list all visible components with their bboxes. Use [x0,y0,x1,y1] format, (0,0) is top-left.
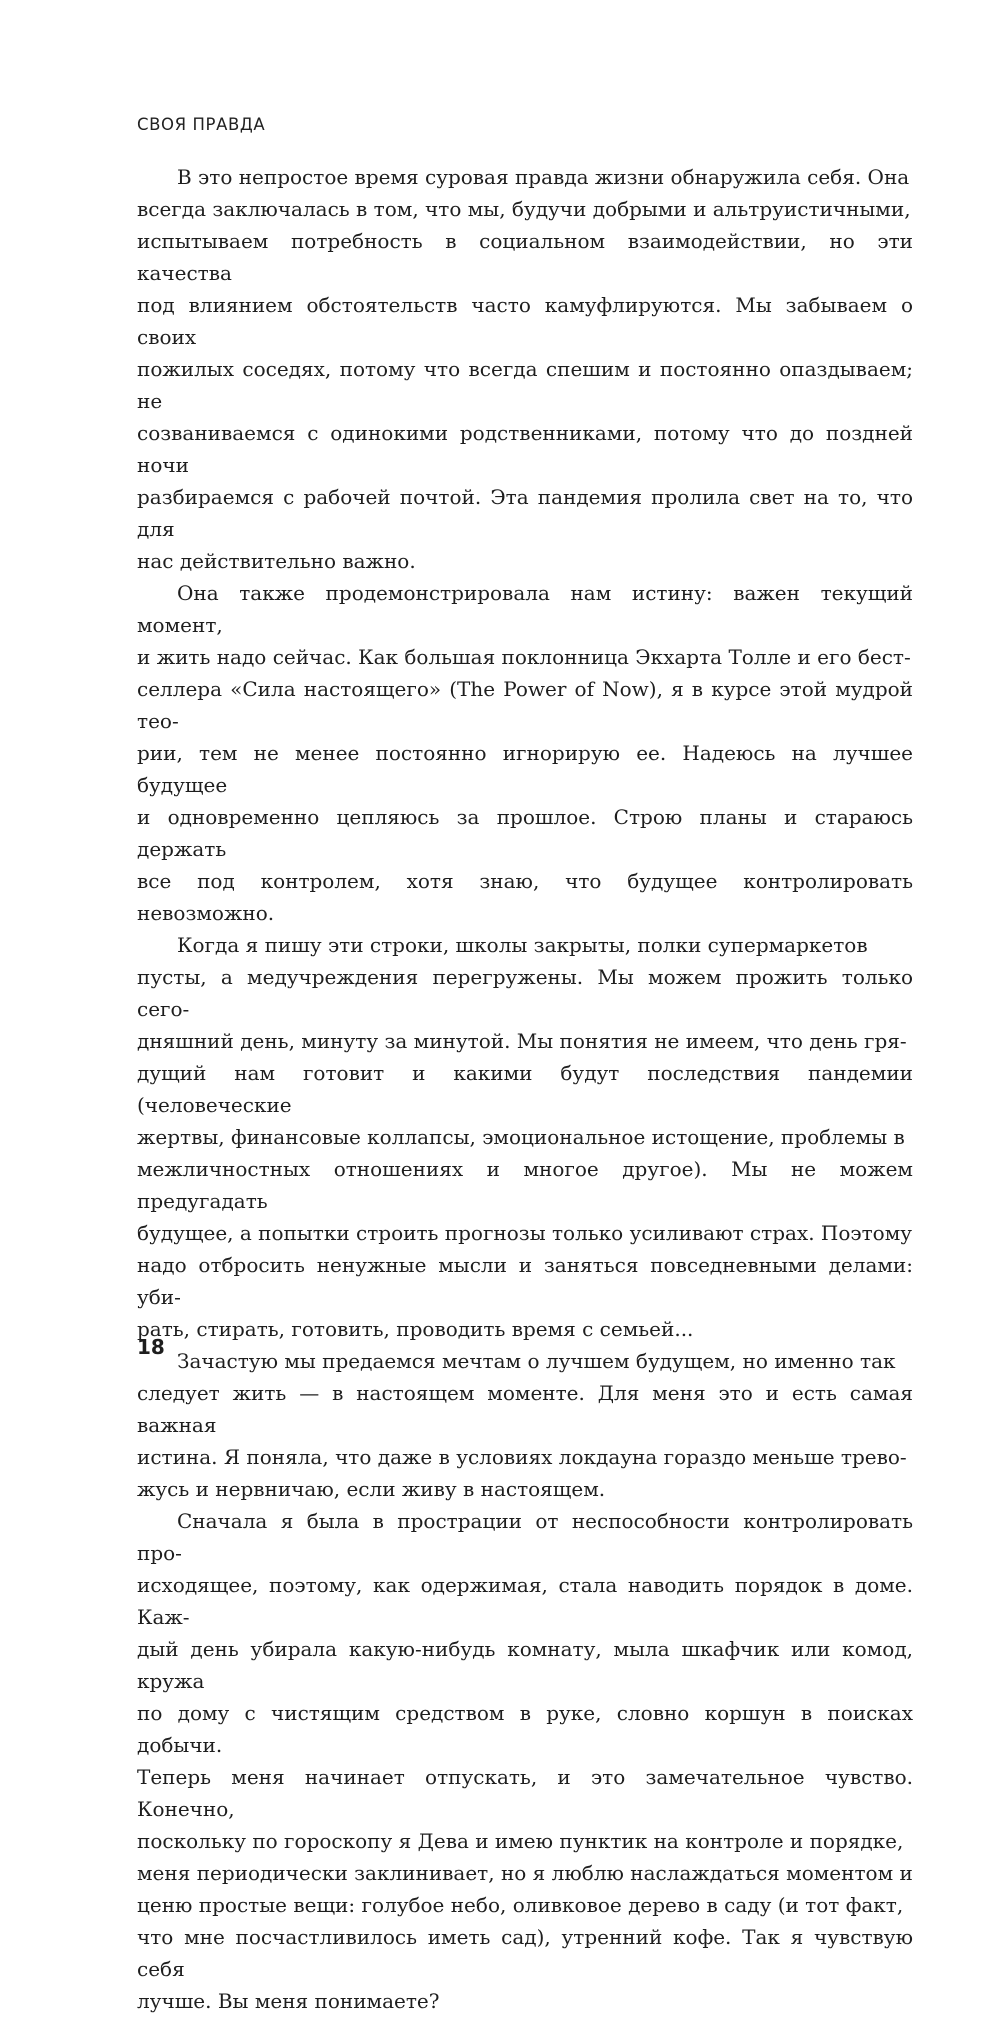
body-text [137,161,913,2017]
paragraph: Когда я пишу эти строки, школы закрыты, полки супермаркетов пусты, а медучреждения перегружены. Мы можем прожить только сего- дняшний день, минуту за минутой. Мы понятия не имеем, что день гря- дущий нам готовит и какими будут последствия пандемии (человеческие жертвы, финансовые коллапсы, эмоциональное истощение, проблемы в межличностных отношениях и многое другое). Мы не можем предугадать будущее, а попытки строить прогнозы только усиливают страх. Поэтому надо отбросить ненужные мысли и заняться повседневными делами: уби- рать, стирать, готовить, проводить время с семьей... [137,933,913,1341]
running-header: СВОЯ ПРАВДА [137,115,266,134]
paragraph: Она также продемонстрировала нам истину: важен текущий момент, и жить надо сейчас. Как большая поклонница Экхарта Толле и его бест- селлера «Сила настоящего» (The Power of Now), я в курсе этой мудрой тео- рии, тем не менее постоянно игнорирую ее. Надеюсь на лучшее будущее и одновременно цепляюсь за прошлое. Строю планы и стараюсь держать все под контролем, хотя знаю, что будущее контролировать невозможно. [137,581,913,925]
paragraph: Сначала я была в прострации от неспособности контролировать про- исходящее, поэтому, как одержимая, стала наводить порядок в доме. Каж- дый день убирала какую-нибудь комнату, мыла шкафчик или комод, кружа по дому с чистящим средством в руке, словно коршун в поисках добычи. Теперь меня начинает отпускать, и это замечательное чувство. Конечно, поскольку по гороскопу я Дева и имею пунктик на контроле и порядке, меня периодически заклинивает, но я люблю наслаждаться моментом и ценю простые вещи: голубое небо, оливковое дерево в саду (и тот факт, что мне посчастливилось иметь сад), утренний кофе. Так я чувствую себя лучше. Вы меня понимаете? [137,1509,913,2013]
paragraph: Зачастую мы предаемся мечтам о лучшем будущем, но именно так следует жить — в настоящем моменте. Для меня это и есть самая важная истина. Я поняла, что даже в условиях локдауна гораздо меньше трево- жусь и нервничаю, если живу в настоящем. [137,1349,913,1501]
paragraph: В это непростое время суровая правда жизни обнаружила себя. Она всегда заключалась в том, что мы, будучи добрыми и альтруистичными, испытываем потребность в социальном взаимодействии, но эти качества под влиянием обстоятельств часто камуфлируются. Мы забываем о своих пожилых соседях, потому что всегда спешим и постоянно опаздываем; не созваниваемся с одинокими родственниками, потому что до поздней ночи разбираемся с рабочей почтой. Эта пандемия пролила свет на то, что для нас действительно важно. [137,165,913,573]
page-number: 18 [137,1335,165,1359]
